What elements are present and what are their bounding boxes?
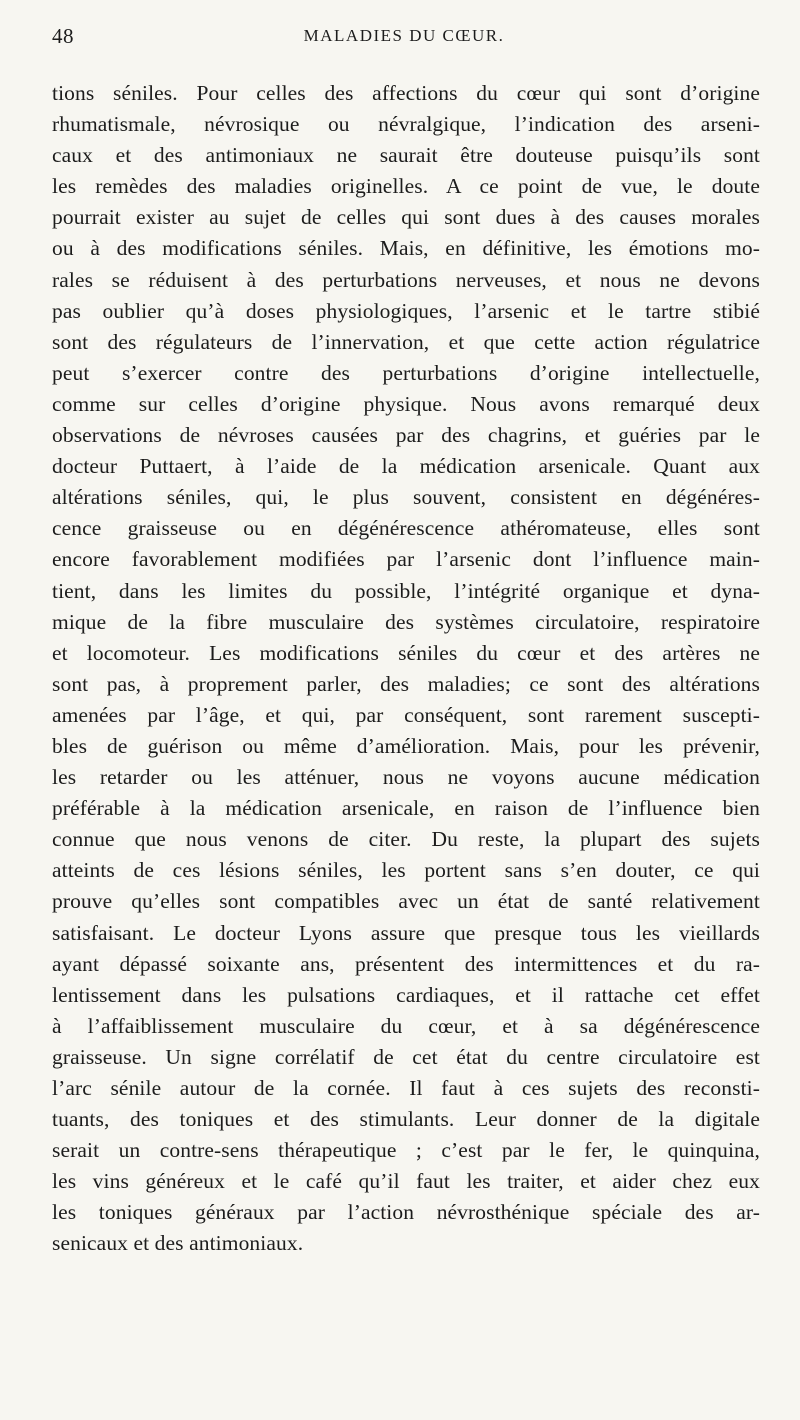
text-line: connue que nous venons de citer. Du reste, la plupart des sujets xyxy=(52,827,760,852)
text-line: pas oublier qu’à doses physiologiques, l’arsenic et le tartre stibié xyxy=(52,298,760,323)
page-header xyxy=(52,24,756,54)
text-line: docteur Puttaert, à l’aide de la médication arsenicale. Quant aux xyxy=(52,454,760,479)
text-line: lentissement dans les pulsations cardiaques, et il rattache cet effet xyxy=(52,982,760,1007)
text-line: tient, dans les limites du possible, l’intégrité organique et dyna- xyxy=(52,578,760,603)
text-line: ou à des modifications séniles. Mais, en définitive, les émotions mo- xyxy=(52,236,760,261)
text-line: rhumatismale, névrosique ou névralgique, l’indication des arseni- xyxy=(52,112,760,137)
text-line: les toniques généraux par l’action névrosthénique spéciale des ar- xyxy=(52,1200,760,1225)
text-line: altérations séniles, qui, le plus souvent, consistent en dégénéres- xyxy=(52,485,760,510)
text-line: l’arc sénile autour de la cornée. Il faut à ces sujets des reconsti- xyxy=(52,1076,760,1100)
text-line: ayant dépassé soixante ans, présentent des intermittences et du ra- xyxy=(52,951,760,976)
page-number: 48 xyxy=(52,24,74,48)
text-line: serait un contre-sens thérapeutique ; c’est par le fer, le quinquina, xyxy=(52,1138,760,1163)
text-line: amenées par l’âge, et qui, par conséquent, sont rarement suscepti- xyxy=(52,702,760,727)
text-line: à l’affaiblissement musculaire du cœur, et à sa dégénérescence xyxy=(52,1013,760,1038)
text-line: et locomoteur. Les modifications séniles du cœur et des artères ne xyxy=(52,640,760,665)
text-line: observations de névroses causées par des chagrins, et guéries par le xyxy=(52,423,760,448)
text-line: comme sur celles d’origine physique. Nous avons remarqué deux xyxy=(52,391,760,416)
running-title: MALADIES DU CŒUR. xyxy=(303,26,505,45)
text-line: satisfaisant. Le docteur Lyons assure que presque tous les vieillards xyxy=(52,920,760,945)
text-line: mique de la fibre musculaire des systèmes circulatoire, respiratoire xyxy=(52,609,760,634)
text-line: cence graisseuse ou en dégénérescence athéromateuse, elles sont xyxy=(52,516,760,541)
text-line: peut s’exercer contre des perturbations d’origine intellectuelle, xyxy=(52,360,760,385)
text-line: tuants, des toniques et des stimulants. Leur donner de la digitale xyxy=(52,1107,760,1132)
text-line: préférable à la médication arsenicale, en raison de l’influence bien xyxy=(52,796,760,821)
text-line: encore favorablement modifiées par l’arsenic dont l’influence main- xyxy=(52,547,760,572)
text-line: bles de guérison ou même d’amélioration. Mais, pour les prévenir, xyxy=(52,733,760,758)
body-paragraph xyxy=(52,78,760,1260)
text-line: rales se réduisent à des perturbations nerveuses, et nous ne devons xyxy=(52,267,760,292)
text-line: pourrait exister au sujet de celles qui sont dues à des causes morales xyxy=(52,205,760,230)
text-line: prouve qu’elles sont compatibles avec un état de santé relativement xyxy=(52,889,760,914)
text-line: les retarder ou les atténuer, nous ne voyons aucune médication xyxy=(52,765,760,790)
text-line: sont pas, à proprement parler, des maladies; ce sont des altérations xyxy=(52,671,760,696)
text-line: senicaux et des antimoniaux. xyxy=(52,1231,304,1256)
text-line: graisseuse. Un signe corrélatif de cet état du centre circulatoire est xyxy=(52,1044,760,1069)
text-line: les vins généreux et le café qu’il faut les traiter, et aider chez eux xyxy=(52,1169,760,1194)
text-line: caux et des antimoniaux ne saurait être douteuse puisqu’ils sont xyxy=(52,143,760,168)
text-line: atteints de ces lésions séniles, les portent sans s’en douter, ce qui xyxy=(52,858,760,883)
text-line: sont des régulateurs de l’innervation, et que cette action régulatrice xyxy=(52,329,760,354)
text-line: tions séniles. Pour celles des affections du cœur qui sont d’origine xyxy=(52,81,760,105)
text-line: les remèdes des maladies originelles. A ce point de vue, le doute xyxy=(52,174,760,199)
